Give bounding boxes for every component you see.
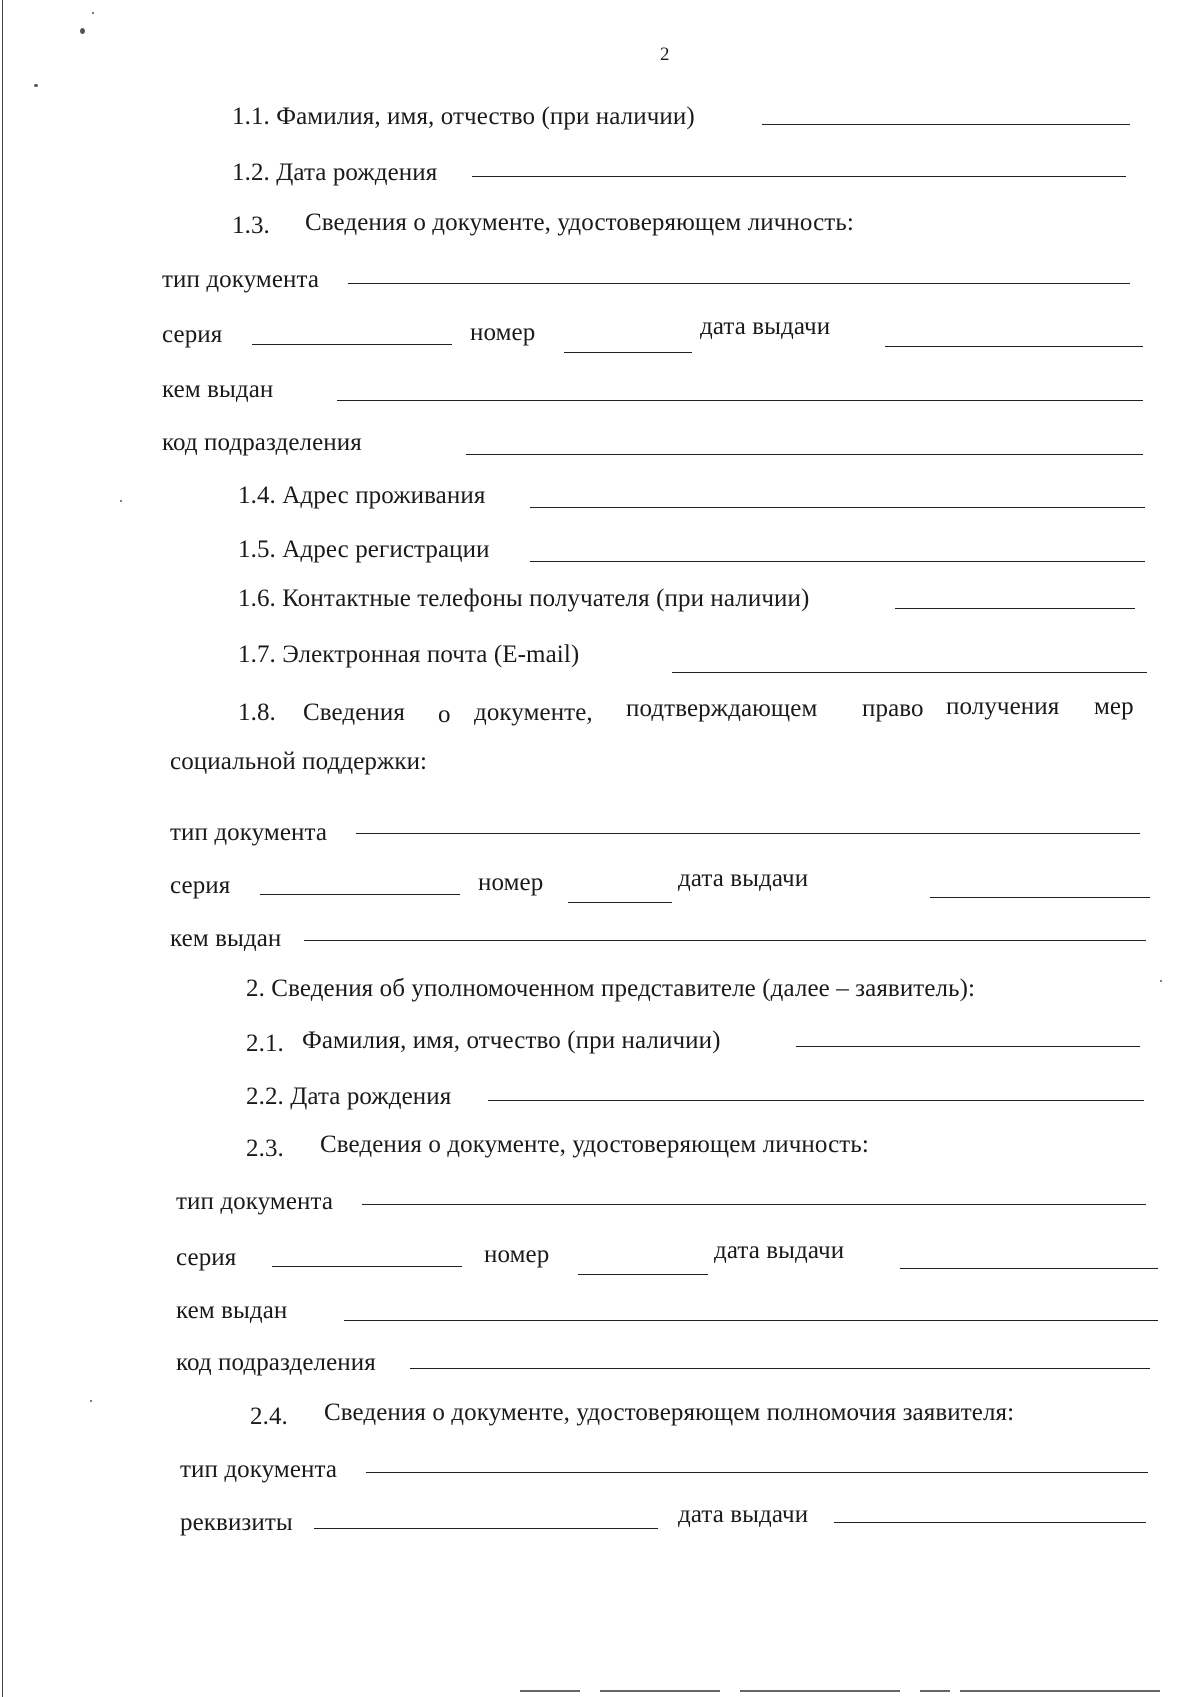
field-label-issued-by: кем выдан	[170, 925, 282, 952]
field-label-division-code: код подразделения	[162, 429, 362, 456]
field-line-number[interactable]	[568, 902, 672, 903]
field-label-number: номер	[478, 869, 544, 896]
heading-word: право	[862, 695, 924, 722]
field-line-doc-type[interactable]	[362, 1204, 1146, 1205]
field-line-residence-address[interactable]	[530, 507, 1145, 508]
field-line-full-name[interactable]	[762, 124, 1130, 125]
field-label-doc-type: тип документа	[176, 1188, 334, 1215]
scan-edge-mark	[920, 1690, 950, 1692]
field-line-issue-date[interactable]	[834, 1522, 1146, 1523]
heading-word: получения	[946, 693, 1060, 720]
section-number-1-8: 1.8.	[238, 699, 276, 726]
heading-word: мер	[1094, 693, 1134, 720]
section-heading-support-document-cont: социальной поддержки:	[170, 748, 428, 775]
field-label-issue-date: дата выдачи	[678, 865, 809, 892]
scan-speck	[92, 12, 94, 14]
field-line-series[interactable]	[260, 894, 460, 895]
field-line-doc-type[interactable]	[366, 1472, 1148, 1473]
field-label-division-code: код подразделения	[176, 1349, 376, 1376]
field-label-requisites: реквизиты	[180, 1509, 293, 1536]
heading-word: документе,	[474, 699, 593, 726]
section-number-2-4: 2.4.	[250, 1403, 288, 1430]
heading-word: Сведения	[303, 699, 405, 726]
scan-speck	[34, 84, 38, 87]
field-label-doc-type: тип документа	[180, 1456, 338, 1483]
field-label-issued-by: кем выдан	[176, 1297, 288, 1324]
scan-speck	[120, 500, 122, 502]
field-line-series[interactable]	[272, 1266, 462, 1267]
field-label-number: номер	[484, 1241, 550, 1268]
field-line-issued-by[interactable]	[344, 1320, 1158, 1321]
section-heading-representative: 2. Сведения об уполномоченном представителе (далее – заявитель):	[246, 975, 976, 1002]
field-label-series: серия	[176, 1244, 237, 1271]
scan-edge-mark	[520, 1690, 580, 1692]
field-label-number: номер	[470, 319, 536, 346]
section-heading-identity-document: Сведения о документе, удостоверяющем личность:	[305, 209, 854, 236]
field-label-doc-type: тип документа	[162, 266, 320, 293]
field-line-issue-date[interactable]	[900, 1268, 1158, 1269]
page-number: 2	[660, 44, 670, 65]
scan-speck	[1160, 980, 1162, 982]
field-line-doc-type[interactable]	[348, 283, 1130, 284]
field-line-series[interactable]	[252, 344, 452, 345]
field-label-full-name: 1.1. Фамилия, имя, отчество (при наличии)	[232, 103, 695, 130]
field-label-issued-by: кем выдан	[162, 376, 274, 403]
heading-word: подтверждающем	[626, 695, 818, 722]
field-label-rep-birth-date: 2.2. Дата рождения	[246, 1083, 452, 1110]
field-label-doc-type: тип документа	[170, 819, 328, 846]
field-line-number[interactable]	[578, 1274, 708, 1275]
field-line-doc-type[interactable]	[356, 833, 1140, 834]
field-line-division-code[interactable]	[410, 1368, 1150, 1369]
field-line-requisites[interactable]	[314, 1528, 658, 1529]
scan-speck	[90, 1400, 92, 1402]
field-label-series: серия	[162, 321, 223, 348]
page-left-edge	[2, 0, 3, 1697]
field-label-contact-phones: 1.6. Контактные телефоны получателя (при наличии)	[238, 585, 810, 612]
scan-edge-mark	[960, 1690, 1160, 1692]
field-line-email[interactable]	[672, 672, 1147, 673]
field-label-email: 1.7. Электронная почта (E-mail)	[238, 641, 580, 668]
field-label-series: серия	[170, 872, 231, 899]
field-label-rep-full-name: Фамилия, имя, отчество (при наличии)	[302, 1027, 721, 1054]
field-line-number[interactable]	[564, 352, 692, 353]
section-number-2-1: 2.1.	[246, 1030, 284, 1057]
field-line-registration-address[interactable]	[530, 561, 1145, 562]
section-heading-authority-document: Сведения о документе, удостоверяющем полномочия заявителя:	[324, 1399, 1015, 1426]
field-line-rep-full-name[interactable]	[796, 1046, 1140, 1047]
field-label-registration-address: 1.5. Адрес регистрации	[238, 536, 490, 563]
field-line-issue-date[interactable]	[885, 346, 1143, 347]
field-label-issue-date: дата выдачи	[714, 1237, 845, 1264]
scan-edge-mark	[740, 1690, 900, 1692]
field-line-contact-phones[interactable]	[895, 608, 1135, 609]
field-line-division-code[interactable]	[466, 454, 1143, 455]
field-line-rep-birth-date[interactable]	[488, 1100, 1144, 1101]
field-label-birth-date: 1.2. Дата рождения	[232, 159, 438, 186]
field-line-issued-by[interactable]	[337, 400, 1143, 401]
section-heading-rep-identity-document: Сведения о документе, удостоверяющем личность:	[320, 1131, 869, 1158]
heading-word: о	[438, 701, 451, 728]
field-line-birth-date[interactable]	[472, 176, 1126, 177]
scan-speck	[80, 28, 85, 34]
section-number-1-3: 1.3.	[232, 212, 270, 239]
section-number-2-3: 2.3.	[246, 1135, 284, 1162]
field-label-residence-address: 1.4. Адрес проживания	[238, 482, 486, 509]
scan-edge-mark	[600, 1690, 720, 1692]
field-line-issue-date[interactable]	[930, 897, 1150, 898]
field-label-issue-date: дата выдачи	[700, 313, 831, 340]
field-label-issue-date: дата выдачи	[678, 1501, 809, 1528]
field-line-issued-by[interactable]	[304, 940, 1146, 941]
